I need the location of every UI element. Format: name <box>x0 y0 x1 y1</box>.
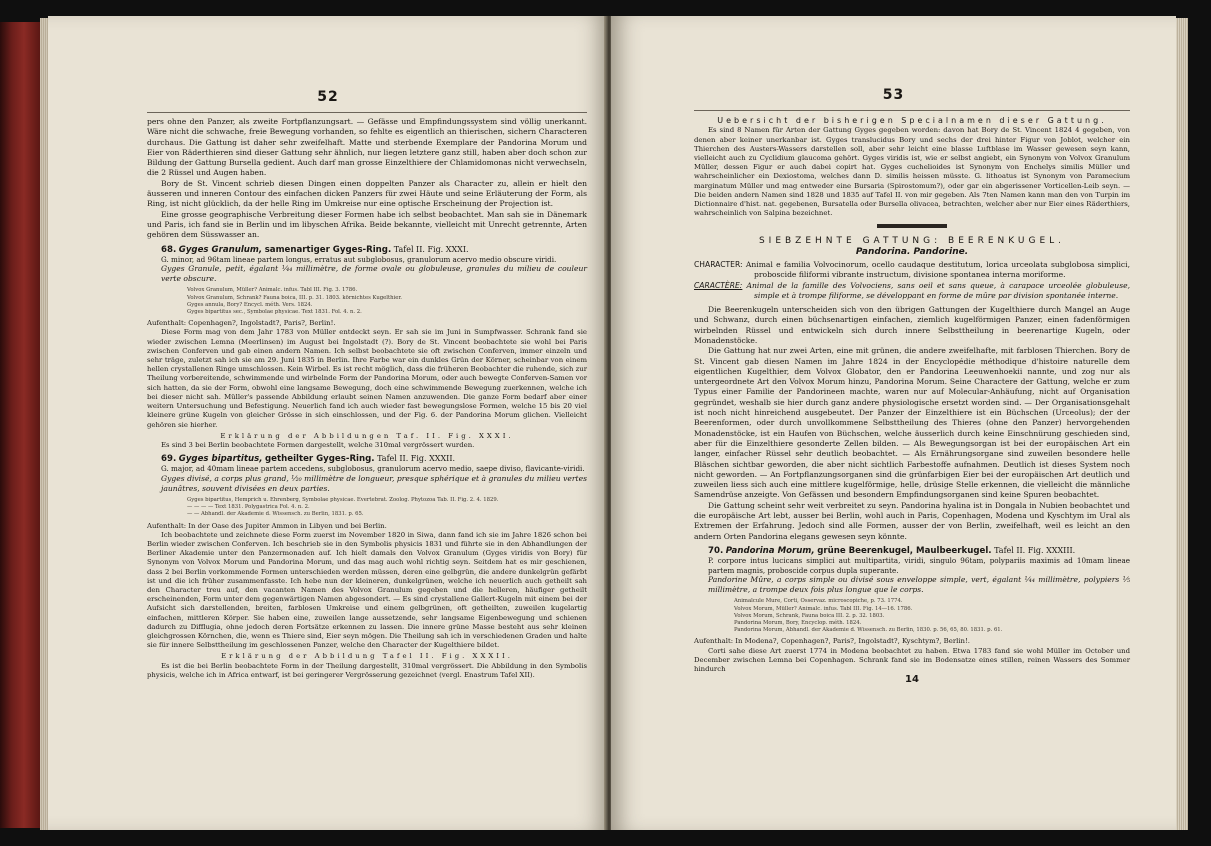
reference: Volvox Granulum, Müller? Animalc. infus. Tabl III. Fig. 3. 1786. <box>187 287 358 294</box>
paragraph: Die Gattung scheint sehr weit verbreitet zu seyn. Pandorina hyalina ist in Dongala in Nubien beobachtet und die europäische Art lebt, ausser bei Berlin, wohl auch in Paris, Copenhagen, Modena und Kyschtym im Ural als Extremen der Erfahrung. Jedoch sind alle Formen, ausser der von Berlin, zweifelhaft, weil es leicht an den andern Orten Pandorina elegans gewesen seyn könnte. <box>694 500 1130 541</box>
left-page-text <box>147 117 587 680</box>
character-label: CARACTÈRE: <box>694 280 743 290</box>
figure-explanation-heading: Erklärung der Abbildung Tafel II. Fig. XXXII. <box>221 652 513 661</box>
book-cover-edge <box>0 22 40 828</box>
character-text: Animal de la famille des Volvociens, sans oeil et sans queue, à carapace urceolée globuleuse, simple et à trompe filiforme, se développant en forme de mûre par division spontanée interne. <box>746 280 1130 300</box>
species-common-name: getheilter Gyges-Ring. <box>265 454 375 465</box>
paragraph: pers ohne den Panzer, als zweite Fortpflanzungsart. — Gefässe und Empfindungssystem sind völlig unerkannt. Wäre nicht die schwache, freie Bewegung vorhanden, so fehlte es eigentlich an thierischen, sichern Characteren durchaus. Die Gattung ist daher sehr zweifelhaft. Matte und sterbende Exemplare der Pandorina Morum und Eier von Räderthieren sind dieser Gattung sehr ähnlich, nur liegen letztere ganz still, haben aber doch schon zur Bildung der Gattung Bursella gedient. Auch darf man grosse Einzelthiere der Chlamidomonas nicht verwechseln, die 2 Rüssel und Augen haben. <box>147 117 587 178</box>
reference: Volvox Morum, Müller? Animalc. infus. Tabl III. Fig. 14—16. 1786. <box>734 605 913 612</box>
reference: Pandorina Morum, Bory, Encyclop. méth. 1824. <box>734 620 862 627</box>
reference: — — Abhandl. der Akademie d. Wissensch. zu Berlin, 1831. p. 65. <box>187 511 364 518</box>
figure-explanation: Es ist die bei Berlin beobachtete Form in der Theilung dargestellt, 310mal vergrössert. Die Abbildung in den Symbolis physicis, welche ich in Africa entwarf, ist bei geringerer Vergrösserung gezeichnet (vergl. Enastrum Tafel XII). <box>147 661 587 679</box>
header-rule <box>694 110 1130 111</box>
reference: Animalcule Mure, Corti, Osservaz. microscopiche, p. 73. 1774. <box>734 598 903 605</box>
species-name: Gyges bipartitus, <box>178 454 263 465</box>
plate-reference: Tafel II. Fig. XXXII. <box>377 454 456 464</box>
latin-diagnosis: G. minor, ad 96tam lineae partem longus, erratus aut subglobosus, granulorum acervo medio obscure viridi. <box>161 254 557 264</box>
section-title: Uebersicht der bisherigen Specialnamen dieser Gattung. <box>717 116 1107 125</box>
paragraph: Die Beerenkugeln unterscheiden sich von den übrigen Gattungen der Kugelthiere durch Mangel an Auge und Schwanz, durch einen büchsenartigen einfachen, ziemlich kugelförmigen Panzer, einen fadenförmigen wirbelnden Rüssel und entwickeln sich durch innere Selbsttheilung in beerenartige Kugeln, oder Monadenstöcke. <box>694 305 1130 345</box>
french-diagnosis: Pandorine Mûre, a corps simple ou divisé sous enveloppe simple, vert, égalant ¹⁄₄₄ millimètre, polypiers ¹⁄₅ millimètre, a trompe deux fois plus longue que le corps. <box>708 575 1130 595</box>
french-diagnosis: Gyges divisé, a corps plus grand, ¹⁄₂₀ millimètre de longueur, presque sphérique et à granules du milieu vertes jaunâtres, souvent divisées en deux parties. <box>161 474 587 493</box>
section-divider <box>877 224 947 228</box>
character-latin <box>694 260 1130 281</box>
paragraph: Eine grosse geographische Verbreitung dieser Formen habe ich selbst beobachtet. Man sah sie in Dänemark und Paris, ich fand sie in Berlin und im libyschen Afrika. Beide bekannte, vielleicht mit Unrecht getrennte, Arten gehören dem Süsswasser an. <box>147 209 587 240</box>
signature-mark: 14 <box>905 674 919 686</box>
species-heading <box>147 454 587 464</box>
paragraph: Bory de St. Vincent schrieb diesen Dingen einen doppelten Panzer als Character zu, allein er hielt den äusseren und inneren Contour des einfachen dicken Panzers für zwei Häute und seine Erläuterung der Form, als Ring, ist nicht glücklich, da der helle Ring im Umkreise nur eine optische Erscheinung der Projection ist. <box>147 178 587 209</box>
french-diagnosis: Gyges Granule, petit, égalant ¹⁄₄₄ millimètre, de forme ovale ou globuleuse, granules du milieu de couleur verte obscure. <box>161 264 587 284</box>
synonym-references <box>147 287 587 316</box>
reference: — — — — Text 1831. Polygastrica Fol. 4. n. 2. <box>187 504 310 511</box>
character-label: CHARACTER: <box>694 259 743 269</box>
reference: Gyges bipartitus, Hemprich u. Ehrenberg, Symbolae physicae. Evertebrat. Zoolog. Phytozoa Tab. II. Fig. 2. 4. 1829. <box>187 497 499 503</box>
genus-heading: SIEBZEHNTE GATTUNG: BEERENKUGEL. <box>758 236 1066 247</box>
reference: Gyges annula, Bory? Encycl. méth. Vers. 1824. <box>187 301 313 308</box>
species-description: Diese Form mag von dem Jahr 1783 von Müller entdeckt seyn. Er sah sie im Juni in Sumpfwasser. Schrank fand sie wieder zwischen Lemna (Meerlinsen) im August bei Ingolstadt (?). Bory de St. Vincent beobachtete sie wohl bei Paris zwischen Conferven und gab einen andern Namen. Ich selbst beobachtete sie oft zwischen Conferven, immer einzeln und sehr träge, zuletzt sah ich sie am 29. Juni 1835 in Berlin. Ihre Farbe war ein dunkles Grün der Körner, scheinbar von einem hellen crystallenen Ringe umschlossen. Kein Wirbel. Es ist recht möglich, dass die früheren Beobachter die ruhende, sich zur Theilung vorbereitende, schwimmende und wirbelnde Form der Pandorina Morum, oder auch bewegte Conferven-Samen vor sich hatten, da sie der Form, obwohl eine langsame Bewegung, doch eine schwimmende Bewegung zuerkennen, welche ich bei dieser nicht sah. Müller's passende Abbildung erlaubt seinen Namen anzuwenden. Die ganze Form bedarf aber einer weitern Untersuchung und Befestigung. Neuerlich fand ich auch wieder fast bewegungslose Formen, welche 15 bis 20 viel kleinere grüne Kugeln von gleicher Grösse in sich einschlossen, und der Fig. 6. der Pandorina Morum glichen. Vielleicht gehören sie hierher. <box>147 328 587 429</box>
latin-diagnosis: G. major, ad 40mam lineae partem accedens, subglobosus, granulorum acervo medio, saepe diviso, flavicante-viridi. <box>161 464 585 474</box>
habitat: Aufenthalt: In der Oase des Jupiter Ammon in Libyen und bei Berlin. <box>147 521 387 530</box>
species-common-name: samenartiger Gyges-Ring. <box>264 244 392 255</box>
species-heading <box>147 245 587 255</box>
synonym-references <box>147 497 587 519</box>
genus-name: Pandorina. Pandorine. <box>855 246 969 257</box>
species-name: Gyges Granulum, <box>178 244 263 255</box>
species-name: Pandorina Morum, <box>725 545 815 556</box>
habitat: Aufenthalt: Copenhagen?, Ingolstadt?, Paris?, Berlin!. <box>147 319 336 328</box>
reference: Volvox Morum, Schrank, Fauna boica III. 2. p. 32. 1803. <box>734 612 885 619</box>
species-number: 69. <box>161 454 177 465</box>
habitat: Aufenthalt: In Modena?, Copenhagen?, Paris?, Ingolstadt?, Kyschtym?, Berlin!. <box>694 637 970 646</box>
character-french <box>694 281 1130 302</box>
left-page <box>48 16 608 830</box>
species-common-name: grüne Beerenkugel, Maulbeerkugel. <box>817 545 992 556</box>
reference: Pandorina Morum, Abhandl. der Akademie d. Wissensch. zu Berlin, 1830. p. 56, 65, 80. 1831. p. 61. <box>734 627 1003 634</box>
paragraph: Die Gattung hat nur zwei Arten, eine mit grünen, die andere zweifelhafte, mit farblosen Thierchen. Bory de St. Vincent gab diesen Namen im Jahre 1824 in der Encyclopédie méthodique d'histoire naturelle dem eigentlichen Kugelthier, dem Volvox Globator, den er Pandorina Leeuwenhoekii nannte, und zog nur als untergeordnete Art den Volvox Morum hinzu, Pandorina Morum. Seine Charactere der Gattung, welche er zum Typus einer Familie der Pandorineen machte, waren nur auf Molecular-Anhäufung, nicht auf Organisation gegründet, weshalb sie hier durch ganz andere physiologische ersetzt worden sind. — Der Organisationsgehalt ist noch nicht hinreichend ausgebeutet. Der Panzer der Einzelthiere ist ein Büchschen (Urceolus); der der Beerenformen, oder durch unvollkommene Selbsttheilung des Thieres (ohne den Panzer) hervorgehenden Monadenstöcke, ist ein Haufen von Büchschen, welche äusserlich durch keine Einschnürung geschieden sind, aber für die Einzelthiere gesonderte Zellen bilden. — Als Bewegungsorgan ist bei der europäischen Art ein langer, einfacher Rüssel sehr deutlich beobachtet. — Als Ernährungsorgane sind zuweilen besondere helle Bläschen sichtbar geworden, die aber nicht sichtlich Farbestoffe aufnahmen. Deutlich ist dieses System noch nicht geworden. — An Fortpflanzungsorganen sind die grünfarbigen Eier bei der europäischen Art deutlich und zuweilen liess sich auch eine mittlere kugelförmige, helle, drüsige Stelle erkennen, die vielleicht die männliche Samendrüse anzeigte. Von Gefässen und besondern Empfindungsorganen sind keine Spuren beobachtet. <box>694 346 1130 500</box>
species-description: Ich beobachtete und zeichnete diese Form zuerst im November 1820 in Siwa, dann fand ich sie im Jahre 1826 schon bei Berlin wieder zwischen Conferven. Ich beschrieb sie in den Symbolis physicis 1831 und führte sie in den Abhandlungen der Berliner Akademie unter den Panzermonaden auf. Ich hielt damals den Volvox Granulum (Gyges viridis von Bory) für Synonym von Volvox Morum und Pandorina Morum, und das mag auch wohl richtig seyn. Seitdem hat es mir geschienen, dass 2 bei Berlin vorkommende Formen unterschieden werden müssen, deren eine gelbgrün, die andere dunkelgrün gefärbt ist und die ich früher zusammenfasste. Ich hebe nun der kleineren, dunkelgrünen, welche ich neuerlich auch getheilt sah den Character treu auf, den vacanten Namen des Volvox Granulum gegeben und die helleren, häufiger getheilt erscheinenden, Form unter dem gegenwärtigen Namen abgesondert. — Es sind crystallene Gallert-Kugeln mit einem bei der Aufsicht sich darstellenden, breiten, farblosen Umkreise und einem gelbgrünen, oft getheilten, zuweilen kugelartig einfachen, mittleren Körper. Sie haben eine, zuweilen lange aussetzende, sehr langsame Eigenbewegung und schienen dadurch zu Difflugia, ohne jedoch deren Fortsätze erkennen zu lassen. Die innere grüne Masse besteht aus sehr kleinen gleichgrossen Körnchen, die, wenn es Thiere sind, Eier seyn mögen. Die Theilung sah ich in verschiedenen Graden und halte sie für innere Selbsttheilung im geschlossenen Panzer, welche den Character der Kugelthiere bildet. <box>147 530 587 650</box>
species-heading <box>694 546 1130 556</box>
plate-reference: Tafel II. Fig. XXXIII. <box>994 545 1076 555</box>
page-number: 53 <box>882 87 905 103</box>
figure-explanation: Es sind 3 bei Berlin beobachtete Formen dargestellt, welche 310mal vergrössert wurden. <box>161 440 475 449</box>
right-page <box>611 16 1176 830</box>
header-rule <box>147 112 587 113</box>
character-text: Animal e familia Volvocinorum, ocello caudaque destitutum, lorica urceolata subglobosa simplici, proboscide filiformi vibrante instructum, divisione spontanea interna moriforme. <box>745 259 1131 280</box>
latin-diagnosis: P. corpore intus lucicans simplici aut multipartita, viridi, singulo 96tam, polypariis maximis ad 10mam lineae partem magnis, proboscide corpus dupla superante. <box>708 556 1130 575</box>
synonym-references <box>694 598 1130 634</box>
species-number: 68. <box>161 244 177 255</box>
plate-reference: Tafel II. Fig. XXXI. <box>393 244 469 254</box>
overview-paragraph: Es sind 8 Namen für Arten der Gattung Gyges gegeben worden: davon hat Bory de St. Vincent 1824 4 gegeben, von denen aber keiner unerkanbar ist. Gyges translucidus Bory und sechs der drei hinter Figur von Joblot, welcher ein Thierchen des Austers-Wassers darstellen soll, aber sehr leicht eine blasse Luftblase im Wasser gewesen seyn kann, vielleicht auch zu Cyclidium glaucoma gehört. Gyges viridis ist, wie er selbst angiebt, ein Synonym von Volvox Granulum Müller, dessen Figur er auch dabei copirt hat. Gyges cuchelioides ist Synonym von Enchelys similis Müller und wahrscheinlicher ein Dexiostoma, welches dann D. similis heissen müsste. G. lithoatus ist Synonym von Paramecium marginatum Müller und mag entweder eine Bursaria (Spirostomum?), oder gar ein abgerissener Vorticellen-Leib seyn. — Die beiden andern Namen sind 1828 und 1835 auf Tafel II. von mir gegeben. Als 7ten Namen kann man den von Turpin im Dictionnaire d'hist. nat. gegebenen, Bursatella oder Bursella olivacea, betrachten, welcher aber nur Eier eines Räderthiers, wahrscheinlich von Salpina bezeichnet. <box>694 126 1130 218</box>
right-page-text <box>694 116 1130 686</box>
reference: Gyges bipartitus sec., Symbolae physicae. Text 1831. Fol. 4. n. 2. <box>187 309 362 316</box>
page-number: 52 <box>317 89 339 105</box>
reference: Volvox Granulum, Schrank? Fauna boica, III. p. 31. 1803. körnichtes Kugelthier. <box>187 294 402 301</box>
species-number: 70. <box>708 545 724 556</box>
figure-explanation-heading: Erklärung der Abbildungen Taf. II. Fig. XXXI. <box>220 431 514 440</box>
page-edges-right <box>1176 18 1188 830</box>
species-description: Corti sahe diese Art zuerst 1774 in Modena beobachtet zu haben. Etwa 1783 fand sie wohl Müller im October und December zwischen Lemna bei Copenhagen. Schrank fand sie im Bodensatze eines stillen, reinen Wassers des Sommer hindurch <box>694 646 1130 674</box>
